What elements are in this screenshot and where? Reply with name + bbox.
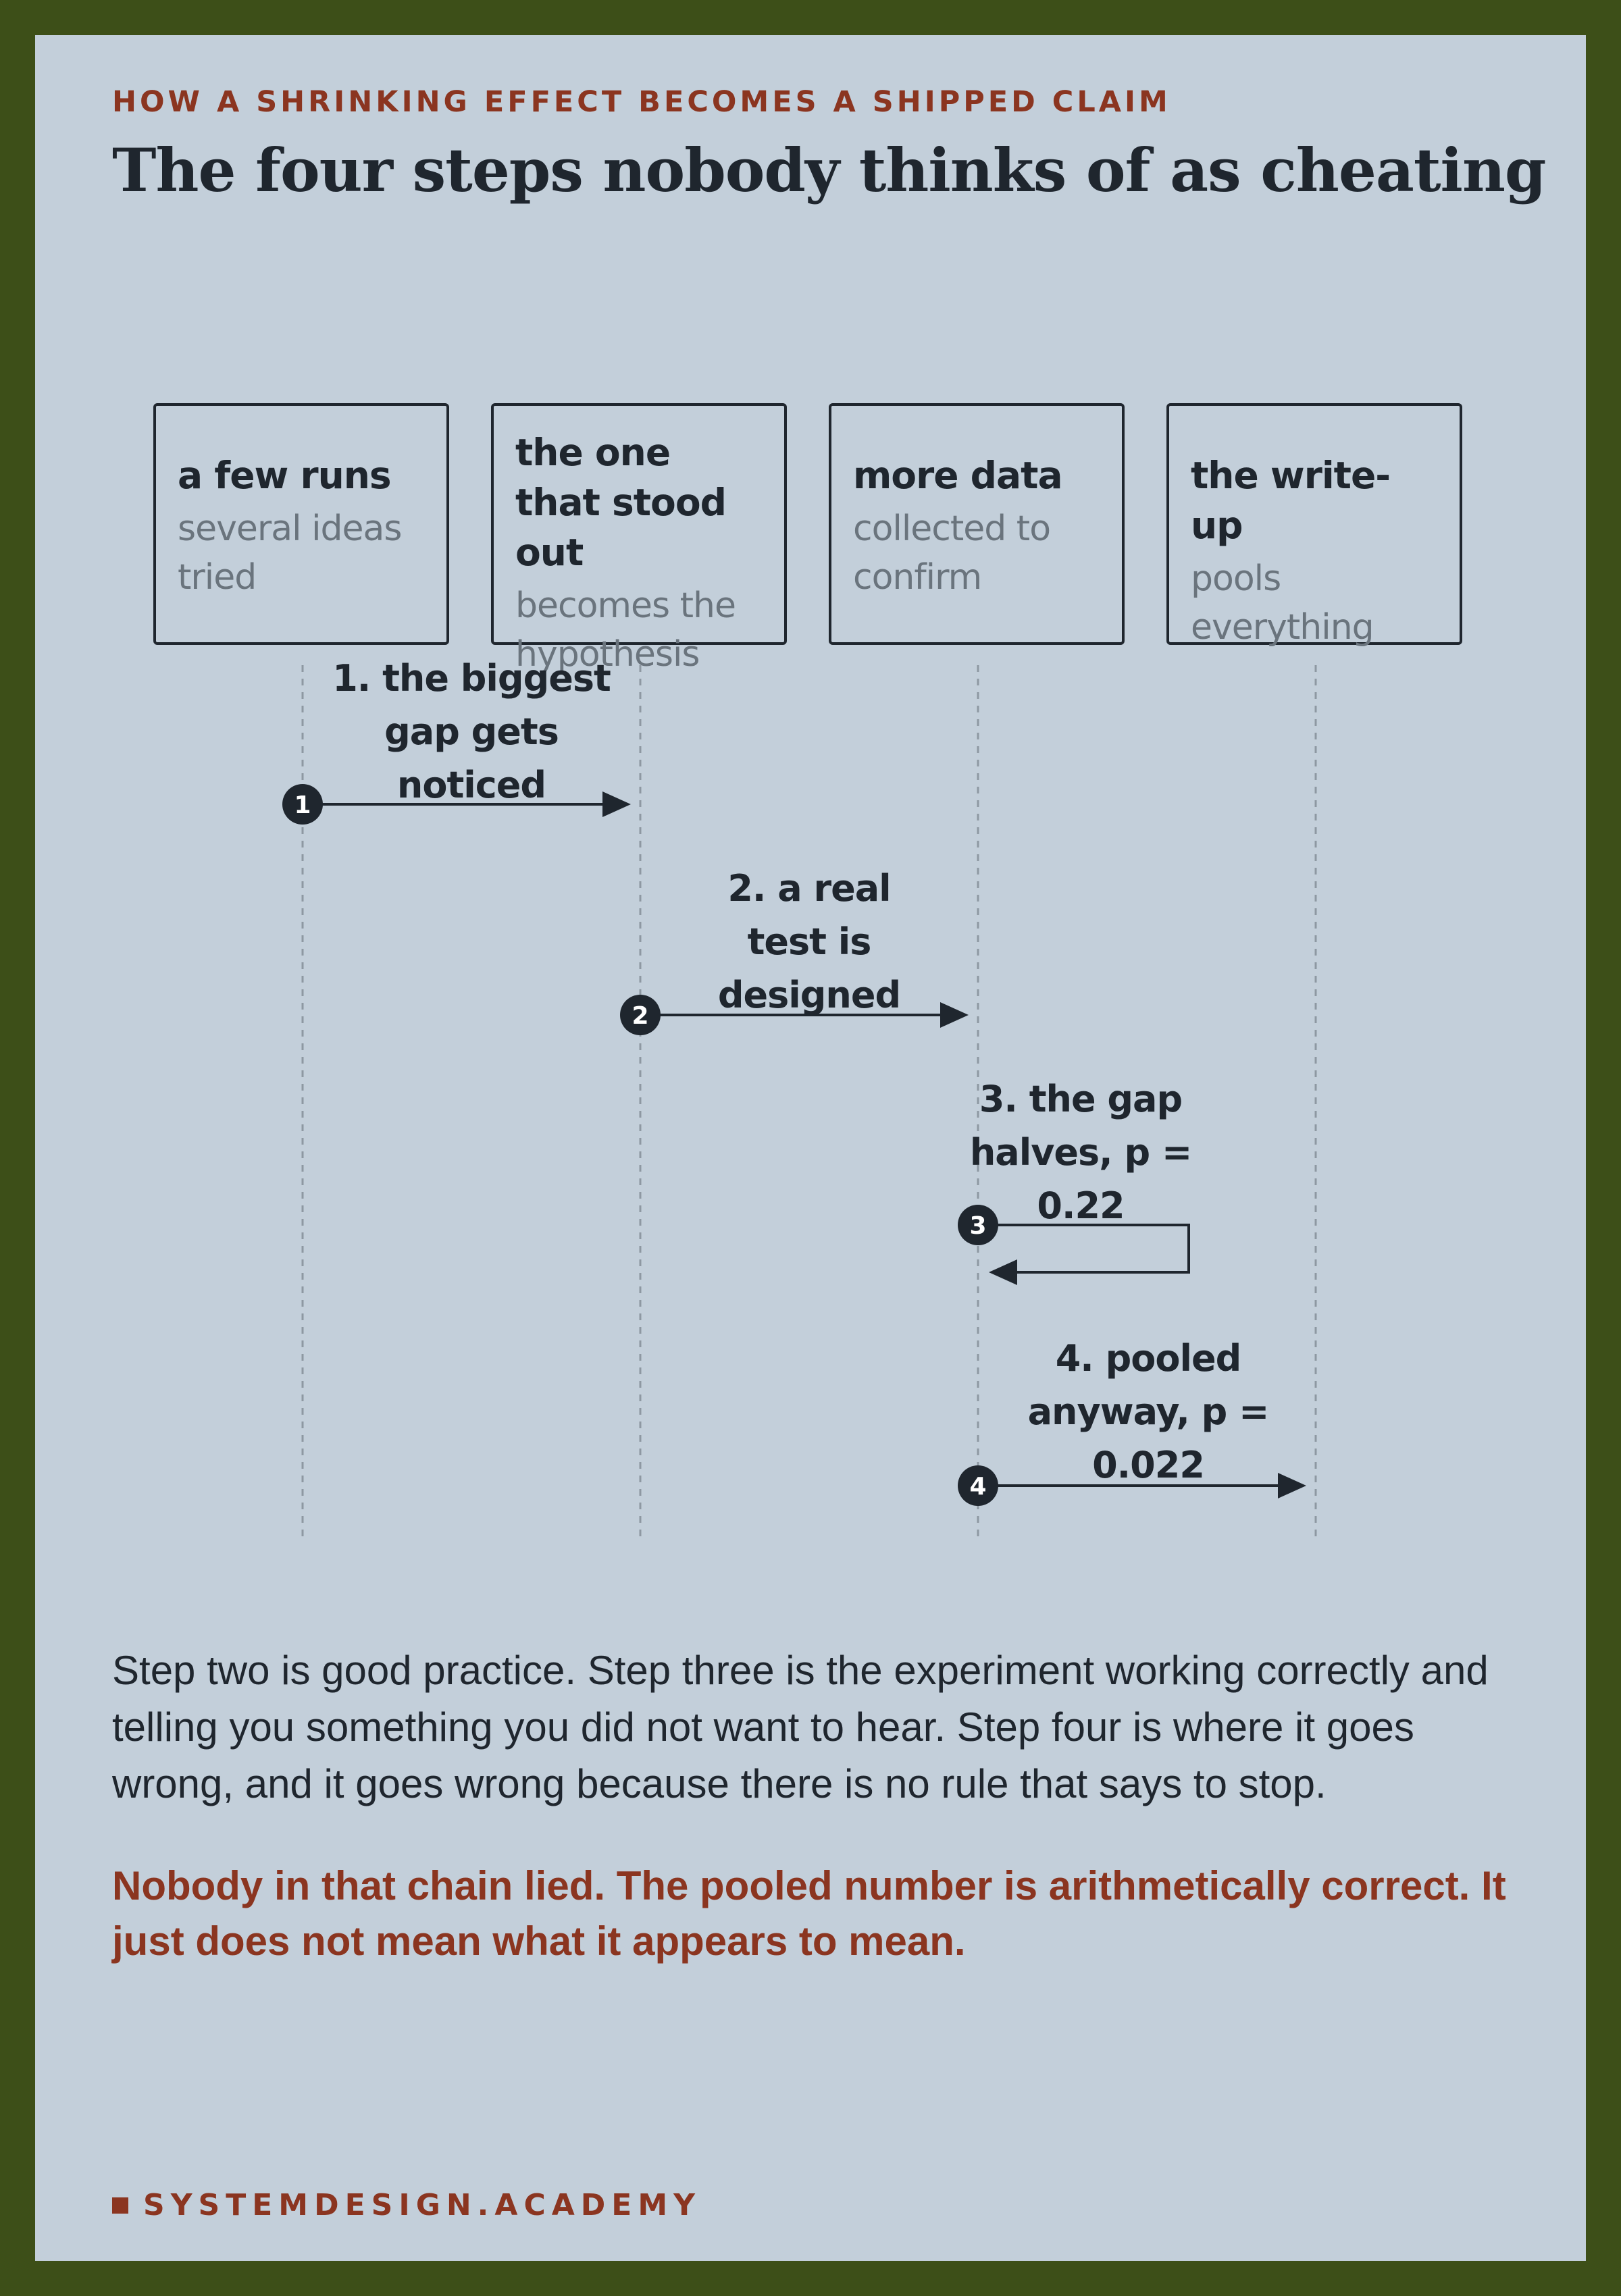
step-3-number: 3 bbox=[969, 1212, 987, 1240]
lifeline-title: a few runs bbox=[178, 454, 391, 497]
step-3-label-text: 3. the gap halves, p = 0.22 bbox=[969, 1078, 1192, 1227]
step-3-arrowhead bbox=[989, 1259, 1017, 1285]
step-2-label-text: 2. a real test is designed bbox=[717, 867, 901, 1016]
footer-brand: SYSTEMDESIGN.ACADEMY bbox=[143, 2188, 702, 2222]
lifeline-subtitle: collected to confirm bbox=[853, 508, 1051, 598]
lifeline-title: more data bbox=[853, 454, 1062, 497]
footer bbox=[112, 2188, 701, 2222]
brand-square-icon bbox=[112, 2197, 128, 2214]
step-1-label bbox=[303, 652, 640, 812]
step-2-label bbox=[640, 862, 978, 1022]
lifeline-subtitle: pools everything bbox=[1191, 558, 1374, 648]
explanation-paragraph: Step two is good practice. Step three is the experiment working correctly and telling you something you did not want to hear. Step four is where it goes wrong, and it goes wrong because there is no rule that says to stop. bbox=[112, 1648, 1489, 1806]
step-4-label bbox=[973, 1332, 1324, 1492]
step-2-number: 2 bbox=[632, 1002, 649, 1030]
eyebrow: HOW A SHRINKING EFFECT BECOMES A SHIPPED CLAIM bbox=[112, 85, 1171, 119]
page-title: The four steps nobody thinks of as cheating bbox=[112, 135, 1546, 205]
lifeline-subtitle: several ideas tried bbox=[178, 508, 402, 598]
step-4-number: 4 bbox=[969, 1473, 987, 1501]
step-4-label-text: 4. pooled anyway, p = 0.022 bbox=[1027, 1337, 1269, 1486]
step-3-label bbox=[910, 1072, 1251, 1232]
callout-text: Nobody in that chain lied. The pooled number is arithmetically correct. It just does not mean what it appears to mean. bbox=[112, 1863, 1506, 1964]
lifeline-subtitle: becomes the hypothesis bbox=[515, 585, 736, 675]
step-1-label-text: 1. the biggest gap gets noticed bbox=[332, 657, 611, 806]
lifeline-title: the one that stood out bbox=[515, 431, 726, 574]
step-1-number: 1 bbox=[294, 791, 311, 819]
lifeline-title: the write-up bbox=[1191, 454, 1391, 547]
